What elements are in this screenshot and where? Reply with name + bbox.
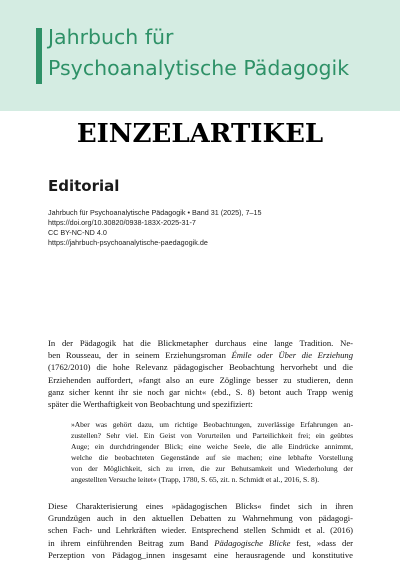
- meta-doi[interactable]: https://doi.org/10.30820/0938-183X-2025-31-7: [48, 218, 196, 227]
- text-line: [48, 349, 353, 361]
- meta-website[interactable]: https://jahrbuch-psychoanalytische-paedagogik.de: [48, 238, 208, 247]
- journal-title-line-2: Psychoanalytische Pädagogik: [48, 56, 350, 80]
- article-meta: [48, 208, 262, 248]
- journal-title-line-1: Jahrbuch für: [48, 25, 174, 49]
- text-line: (1762/2010) die hohe Relevanz pädagogischer Beobachtung hervorhebt und die: [48, 362, 353, 373]
- body-paragraph-2: [48, 500, 353, 561]
- meta-citation: Jahrbuch für Psychoanalytische Pädagogik • Band 31 (2025), 7–15: [48, 208, 262, 217]
- quote-line: zustellen? Sehr viel. Ein Geist von Vorurteilen und Parteilichkeit frei; ein geübtes: [71, 431, 353, 441]
- book-title-paedagogische-blicke: Pädagogische Blicke: [214, 537, 291, 548]
- text-line: schen Fach- und Lehrkräften wieder. Entsprechend stellen Schmidt et al. (2016): [48, 525, 353, 536]
- text-line: Perzeption von Pädagog_innen insgesamt eine herausragende und konstitutive: [48, 549, 353, 560]
- block-quote: [71, 419, 353, 486]
- article-title: Editorial: [48, 177, 120, 195]
- text-line: Grundzügen auch in den aktuellen Debatten zu Wahrnehmung von pädagogi-: [48, 513, 353, 524]
- header-accent-bar: [36, 28, 42, 84]
- journal-header-band: [0, 0, 400, 111]
- meta-license: CC BY-NC-ND 4.0: [48, 228, 107, 237]
- body-paragraph-1: [48, 337, 353, 410]
- text-segment: ben Rousseau, der in seinem Erziehungsroman: [48, 350, 226, 361]
- text-line: [48, 537, 353, 549]
- quote-line: »Aber was gehört dazu, um richtige Beobachtungen, zuverlässige Erfahrungen an-: [71, 420, 353, 429]
- text-line: Erziehenden auffordert, »fangt also an eure Zöglinge besser zu studieren, denn: [48, 374, 353, 385]
- text-segment: in ihrem einführenden Beitrag zum Band: [48, 537, 209, 548]
- text-line: später die Werthaftigkeit von Beobachtung und spezifiziert:: [48, 399, 253, 410]
- text-line: Diese Charakterisierung eines »pädagogischen Blicks« findet sich in ihren: [48, 501, 353, 511]
- book-title-emile: Émile oder Über die Erziehung: [231, 350, 353, 361]
- quote-line: von der Möglichkeit, sich zu irren, die zur Behutsamkeit und Wiederholung der: [71, 464, 353, 474]
- quote-line: Auge; ein durchdringender Blick; eine weiche Seele, die alle Eindrücke annimmt,: [71, 442, 353, 452]
- text-line: In der Pädagogik hat die Blickmetapher durchaus eine lange Tradition. Ne-: [48, 338, 353, 348]
- quote-line: welche die beobachteten Gegenstände auf sie machen; eine lebhafte Vorstellung: [71, 453, 353, 463]
- einzelartikel-heading: EINZELARTIKEL: [76, 119, 324, 149]
- quote-line: angestellten Versuche leitet« (Trapp, 1780, S. 65, zit. n. Schmidt et al., 2016, S. 8).: [71, 475, 320, 485]
- text-segment: fest, »dass der: [296, 537, 353, 548]
- text-line: ganz sicher kennt ihr sie noch gar nicht« (ebd., S. 8) betont auch Trapp wenig: [48, 386, 353, 397]
